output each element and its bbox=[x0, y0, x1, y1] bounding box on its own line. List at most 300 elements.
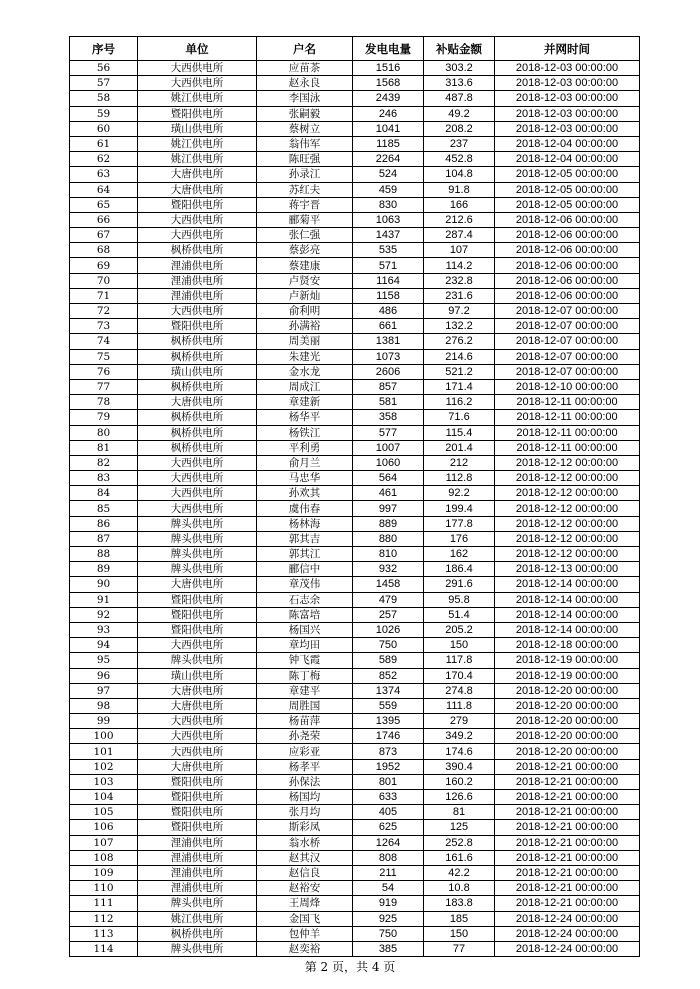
generation-cell: 750 bbox=[353, 638, 424, 653]
generation-cell: 889 bbox=[353, 516, 424, 531]
subsidy-cell: 71.6 bbox=[424, 410, 495, 425]
subsidy-cell: 274.8 bbox=[424, 683, 495, 698]
table-row bbox=[70, 486, 640, 501]
name-cell: 孙尧荣 bbox=[257, 729, 353, 744]
generation-cell: 385 bbox=[353, 941, 424, 956]
grid-time-cell: 2018-12-21 00:00:00 bbox=[495, 790, 640, 805]
unit-cell: 大西供电所 bbox=[138, 729, 257, 744]
subsidy-cell: 390.4 bbox=[424, 759, 495, 774]
subsidy-cell: 237 bbox=[424, 136, 495, 151]
generation-cell: 1568 bbox=[353, 76, 424, 91]
generation-cell: 589 bbox=[353, 653, 424, 668]
subsidy-cell: 115.4 bbox=[424, 425, 495, 440]
unit-cell: 枫桥供电所 bbox=[138, 410, 257, 425]
unit-cell: 牌头供电所 bbox=[138, 896, 257, 911]
grid-time-cell: 2018-12-21 00:00:00 bbox=[495, 865, 640, 880]
grid-time-cell: 2018-12-11 00:00:00 bbox=[495, 425, 640, 440]
table-row bbox=[70, 455, 640, 470]
generation-cell: 1041 bbox=[353, 121, 424, 136]
seq-cell: 75 bbox=[70, 349, 138, 364]
grid-time-cell: 2018-12-06 00:00:00 bbox=[495, 273, 640, 288]
unit-cell: 牌头供电所 bbox=[138, 941, 257, 956]
subsidy-cell: 199.4 bbox=[424, 501, 495, 516]
unit-cell: 姚江供电所 bbox=[138, 136, 257, 151]
seq-cell: 96 bbox=[70, 668, 138, 683]
table-row bbox=[70, 136, 640, 151]
generation-cell: 880 bbox=[353, 531, 424, 546]
table-row bbox=[70, 729, 640, 744]
unit-cell: 暨阳供电所 bbox=[138, 197, 257, 212]
header-generation: 发电电量 bbox=[353, 37, 424, 61]
generation-cell: 564 bbox=[353, 471, 424, 486]
grid-time-cell: 2018-12-21 00:00:00 bbox=[495, 881, 640, 896]
seq-cell: 90 bbox=[70, 577, 138, 592]
grid-time-cell: 2018-12-03 00:00:00 bbox=[495, 121, 640, 136]
grid-time-cell: 2018-12-07 00:00:00 bbox=[495, 319, 640, 334]
name-cell: 翁伟军 bbox=[257, 136, 353, 151]
table-row bbox=[70, 212, 640, 227]
seq-cell: 113 bbox=[70, 926, 138, 941]
generation-cell: 919 bbox=[353, 896, 424, 911]
header-row bbox=[70, 37, 640, 61]
subsidy-cell: 104.8 bbox=[424, 167, 495, 182]
table-row bbox=[70, 638, 640, 653]
generation-cell: 535 bbox=[353, 243, 424, 258]
table-row bbox=[70, 759, 640, 774]
generation-cell: 852 bbox=[353, 668, 424, 683]
grid-time-cell: 2018-12-05 00:00:00 bbox=[495, 197, 640, 212]
seq-cell: 81 bbox=[70, 440, 138, 455]
name-cell: 俞月兰 bbox=[257, 455, 353, 470]
generation-cell: 2439 bbox=[353, 91, 424, 106]
name-cell: 郭其江 bbox=[257, 547, 353, 562]
seq-cell: 108 bbox=[70, 850, 138, 865]
unit-cell: 大唐供电所 bbox=[138, 683, 257, 698]
table-row bbox=[70, 349, 640, 364]
name-cell: 包仲羊 bbox=[257, 926, 353, 941]
table-row bbox=[70, 288, 640, 303]
grid-time-cell: 2018-12-07 00:00:00 bbox=[495, 349, 640, 364]
seq-cell: 82 bbox=[70, 455, 138, 470]
generation-cell: 808 bbox=[353, 850, 424, 865]
subsidy-cell: 279 bbox=[424, 714, 495, 729]
table-row bbox=[70, 334, 640, 349]
unit-cell: 浬浦供电所 bbox=[138, 835, 257, 850]
unit-cell: 璜山供电所 bbox=[138, 668, 257, 683]
subsidy-cell: 208.2 bbox=[424, 121, 495, 136]
name-cell: 蔡彭亮 bbox=[257, 243, 353, 258]
seq-cell: 73 bbox=[70, 319, 138, 334]
grid-time-cell: 2018-12-19 00:00:00 bbox=[495, 668, 640, 683]
table-row bbox=[70, 379, 640, 394]
name-cell: 赵奕裕 bbox=[257, 941, 353, 956]
table-row bbox=[70, 790, 640, 805]
generation-cell: 246 bbox=[353, 106, 424, 121]
table-row bbox=[70, 228, 640, 243]
table-row bbox=[70, 592, 640, 607]
table-row bbox=[70, 501, 640, 516]
generation-cell: 577 bbox=[353, 425, 424, 440]
unit-cell: 大西供电所 bbox=[138, 212, 257, 227]
name-cell: 章建平 bbox=[257, 683, 353, 698]
seq-cell: 110 bbox=[70, 881, 138, 896]
unit-cell: 暨阳供电所 bbox=[138, 319, 257, 334]
generation-cell: 932 bbox=[353, 562, 424, 577]
grid-time-cell: 2018-12-06 00:00:00 bbox=[495, 228, 640, 243]
generation-cell: 1007 bbox=[353, 440, 424, 455]
generation-cell: 1026 bbox=[353, 622, 424, 637]
seq-cell: 97 bbox=[70, 683, 138, 698]
header-unit: 单位 bbox=[138, 37, 257, 61]
grid-time-cell: 2018-12-07 00:00:00 bbox=[495, 334, 640, 349]
generation-cell: 830 bbox=[353, 197, 424, 212]
seq-cell: 57 bbox=[70, 76, 138, 91]
name-cell: 王周烽 bbox=[257, 896, 353, 911]
header-subsidy: 补贴金额 bbox=[424, 37, 495, 61]
table-row bbox=[70, 364, 640, 379]
table-row bbox=[70, 152, 640, 167]
name-cell: 杨铁江 bbox=[257, 425, 353, 440]
table-row bbox=[70, 668, 640, 683]
table-row bbox=[70, 410, 640, 425]
subsidy-cell: 10.8 bbox=[424, 881, 495, 896]
unit-cell: 浬浦供电所 bbox=[138, 881, 257, 896]
unit-cell: 暨阳供电所 bbox=[138, 790, 257, 805]
name-cell: 李国泳 bbox=[257, 91, 353, 106]
unit-cell: 牌头供电所 bbox=[138, 547, 257, 562]
unit-cell: 牌头供电所 bbox=[138, 653, 257, 668]
unit-cell: 牌头供电所 bbox=[138, 531, 257, 546]
grid-time-cell: 2018-12-06 00:00:00 bbox=[495, 243, 640, 258]
name-cell: 张月均 bbox=[257, 805, 353, 820]
grid-time-cell: 2018-12-21 00:00:00 bbox=[495, 835, 640, 850]
subsidy-cell: 150 bbox=[424, 638, 495, 653]
generation-cell: 1746 bbox=[353, 729, 424, 744]
name-cell: 孙保法 bbox=[257, 774, 353, 789]
grid-time-cell: 2018-12-03 00:00:00 bbox=[495, 91, 640, 106]
seq-cell: 100 bbox=[70, 729, 138, 744]
generation-cell: 461 bbox=[353, 486, 424, 501]
seq-cell: 80 bbox=[70, 425, 138, 440]
generation-cell: 750 bbox=[353, 926, 424, 941]
name-cell: 孙满裕 bbox=[257, 319, 353, 334]
table-row bbox=[70, 577, 640, 592]
unit-cell: 大唐供电所 bbox=[138, 759, 257, 774]
grid-time-cell: 2018-12-18 00:00:00 bbox=[495, 638, 640, 653]
name-cell: 章建新 bbox=[257, 395, 353, 410]
subsidy-cell: 303.2 bbox=[424, 61, 495, 76]
generation-cell: 1073 bbox=[353, 349, 424, 364]
seq-cell: 94 bbox=[70, 638, 138, 653]
subsidy-cell: 452.8 bbox=[424, 152, 495, 167]
grid-time-cell: 2018-12-20 00:00:00 bbox=[495, 744, 640, 759]
grid-time-cell: 2018-12-04 00:00:00 bbox=[495, 152, 640, 167]
seq-cell: 56 bbox=[70, 61, 138, 76]
subsidy-cell: 171.4 bbox=[424, 379, 495, 394]
seq-cell: 95 bbox=[70, 653, 138, 668]
name-cell: 赵裕安 bbox=[257, 881, 353, 896]
grid-time-cell: 2018-12-21 00:00:00 bbox=[495, 805, 640, 820]
grid-time-cell: 2018-12-12 00:00:00 bbox=[495, 471, 640, 486]
generation-cell: 661 bbox=[353, 319, 424, 334]
generation-cell: 1458 bbox=[353, 577, 424, 592]
generation-cell: 2264 bbox=[353, 152, 424, 167]
grid-time-cell: 2018-12-14 00:00:00 bbox=[495, 577, 640, 592]
name-cell: 蔡树立 bbox=[257, 121, 353, 136]
unit-cell: 浬浦供电所 bbox=[138, 288, 257, 303]
grid-time-cell: 2018-12-12 00:00:00 bbox=[495, 501, 640, 516]
name-cell: 苏红夫 bbox=[257, 182, 353, 197]
name-cell: 赵永良 bbox=[257, 76, 353, 91]
subsidy-cell: 287.4 bbox=[424, 228, 495, 243]
unit-cell: 牌头供电所 bbox=[138, 562, 257, 577]
table-row bbox=[70, 714, 640, 729]
grid-time-cell: 2018-12-24 00:00:00 bbox=[495, 941, 640, 956]
name-cell: 周美丽 bbox=[257, 334, 353, 349]
grid-time-cell: 2018-12-21 00:00:00 bbox=[495, 850, 640, 865]
seq-cell: 106 bbox=[70, 820, 138, 835]
subsidy-cell: 521.2 bbox=[424, 364, 495, 379]
unit-cell: 姚江供电所 bbox=[138, 152, 257, 167]
grid-time-cell: 2018-12-20 00:00:00 bbox=[495, 683, 640, 698]
generation-cell: 524 bbox=[353, 167, 424, 182]
subsidy-cell: 107 bbox=[424, 243, 495, 258]
subsidy-cell: 114.2 bbox=[424, 258, 495, 273]
unit-cell: 大西供电所 bbox=[138, 471, 257, 486]
header-account-name: 户名 bbox=[257, 37, 353, 61]
name-cell: 章茂伟 bbox=[257, 577, 353, 592]
subsidy-cell: 183.8 bbox=[424, 896, 495, 911]
seq-cell: 104 bbox=[70, 790, 138, 805]
name-cell: 郦菊平 bbox=[257, 212, 353, 227]
seq-cell: 66 bbox=[70, 212, 138, 227]
seq-cell: 64 bbox=[70, 182, 138, 197]
subsidy-cell: 117.8 bbox=[424, 653, 495, 668]
unit-cell: 大西供电所 bbox=[138, 486, 257, 501]
unit-cell: 浬浦供电所 bbox=[138, 273, 257, 288]
subsidy-cell: 92.2 bbox=[424, 486, 495, 501]
grid-time-cell: 2018-12-03 00:00:00 bbox=[495, 76, 640, 91]
seq-cell: 114 bbox=[70, 941, 138, 956]
table-row bbox=[70, 106, 640, 121]
subsidy-cell: 231.6 bbox=[424, 288, 495, 303]
grid-time-cell: 2018-12-19 00:00:00 bbox=[495, 653, 640, 668]
generation-cell: 857 bbox=[353, 379, 424, 394]
unit-cell: 大唐供电所 bbox=[138, 167, 257, 182]
table-row bbox=[70, 881, 640, 896]
name-cell: 金国飞 bbox=[257, 911, 353, 926]
name-cell: 周胜国 bbox=[257, 698, 353, 713]
seq-cell: 103 bbox=[70, 774, 138, 789]
name-cell: 金水龙 bbox=[257, 364, 353, 379]
name-cell: 杨国均 bbox=[257, 790, 353, 805]
unit-cell: 大西供电所 bbox=[138, 304, 257, 319]
name-cell: 卢新灿 bbox=[257, 288, 353, 303]
subsidy-cell: 95.8 bbox=[424, 592, 495, 607]
table-row bbox=[70, 805, 640, 820]
table-row bbox=[70, 76, 640, 91]
unit-cell: 大西供电所 bbox=[138, 228, 257, 243]
unit-cell: 枫桥供电所 bbox=[138, 243, 257, 258]
seq-cell: 107 bbox=[70, 835, 138, 850]
seq-cell: 93 bbox=[70, 622, 138, 637]
table-row bbox=[70, 774, 640, 789]
name-cell: 张嗣毅 bbox=[257, 106, 353, 121]
unit-cell: 大西供电所 bbox=[138, 501, 257, 516]
table-row bbox=[70, 653, 640, 668]
grid-time-cell: 2018-12-21 00:00:00 bbox=[495, 896, 640, 911]
name-cell: 杨苗萍 bbox=[257, 714, 353, 729]
generation-cell: 925 bbox=[353, 911, 424, 926]
table-row bbox=[70, 896, 640, 911]
seq-cell: 101 bbox=[70, 744, 138, 759]
table-row bbox=[70, 319, 640, 334]
seq-cell: 112 bbox=[70, 911, 138, 926]
seq-cell: 92 bbox=[70, 607, 138, 622]
name-cell: 卢贤安 bbox=[257, 273, 353, 288]
grid-time-cell: 2018-12-12 00:00:00 bbox=[495, 486, 640, 501]
name-cell: 应彩亚 bbox=[257, 744, 353, 759]
table-row bbox=[70, 926, 640, 941]
subsidy-cell: 51.4 bbox=[424, 607, 495, 622]
generation-cell: 1060 bbox=[353, 455, 424, 470]
header-grid-time: 并网时间 bbox=[495, 37, 640, 61]
generation-cell: 801 bbox=[353, 774, 424, 789]
grid-time-cell: 2018-12-20 00:00:00 bbox=[495, 729, 640, 744]
grid-time-cell: 2018-12-06 00:00:00 bbox=[495, 288, 640, 303]
generation-cell: 997 bbox=[353, 501, 424, 516]
seq-cell: 105 bbox=[70, 805, 138, 820]
generation-cell: 1185 bbox=[353, 136, 424, 151]
seq-cell: 71 bbox=[70, 288, 138, 303]
generation-cell: 479 bbox=[353, 592, 424, 607]
name-cell: 郦信中 bbox=[257, 562, 353, 577]
table-row bbox=[70, 304, 640, 319]
name-cell: 章均田 bbox=[257, 638, 353, 653]
seq-cell: 102 bbox=[70, 759, 138, 774]
table-row bbox=[70, 258, 640, 273]
seq-cell: 72 bbox=[70, 304, 138, 319]
subsidy-cell: 291.6 bbox=[424, 577, 495, 592]
grid-time-cell: 2018-12-14 00:00:00 bbox=[495, 622, 640, 637]
name-cell: 蒋宇晋 bbox=[257, 197, 353, 212]
seq-cell: 62 bbox=[70, 152, 138, 167]
grid-time-cell: 2018-12-06 00:00:00 bbox=[495, 258, 640, 273]
grid-time-cell: 2018-12-11 00:00:00 bbox=[495, 440, 640, 455]
name-cell: 孙录江 bbox=[257, 167, 353, 182]
seq-cell: 70 bbox=[70, 273, 138, 288]
seq-cell: 69 bbox=[70, 258, 138, 273]
unit-cell: 暨阳供电所 bbox=[138, 820, 257, 835]
table-row bbox=[70, 547, 640, 562]
generation-cell: 1158 bbox=[353, 288, 424, 303]
name-cell: 杨林海 bbox=[257, 516, 353, 531]
unit-cell: 枫桥供电所 bbox=[138, 349, 257, 364]
generation-cell: 581 bbox=[353, 395, 424, 410]
header-seq: 序号 bbox=[70, 37, 138, 61]
unit-cell: 大唐供电所 bbox=[138, 698, 257, 713]
table-row bbox=[70, 607, 640, 622]
name-cell: 蔡建康 bbox=[257, 258, 353, 273]
unit-cell: 璜山供电所 bbox=[138, 121, 257, 136]
subsidy-cell: 132.2 bbox=[424, 319, 495, 334]
name-cell: 平利勇 bbox=[257, 440, 353, 455]
table-row bbox=[70, 243, 640, 258]
generation-cell: 358 bbox=[353, 410, 424, 425]
name-cell: 张仁强 bbox=[257, 228, 353, 243]
subsidy-cell: 276.2 bbox=[424, 334, 495, 349]
seq-cell: 109 bbox=[70, 865, 138, 880]
table-row bbox=[70, 516, 640, 531]
generation-cell: 1952 bbox=[353, 759, 424, 774]
grid-time-cell: 2018-12-06 00:00:00 bbox=[495, 212, 640, 227]
grid-time-cell: 2018-12-21 00:00:00 bbox=[495, 774, 640, 789]
subsidy-cell: 77 bbox=[424, 941, 495, 956]
generation-cell: 571 bbox=[353, 258, 424, 273]
generation-cell: 257 bbox=[353, 607, 424, 622]
table-row bbox=[70, 850, 640, 865]
seq-cell: 83 bbox=[70, 471, 138, 486]
grid-time-cell: 2018-12-20 00:00:00 bbox=[495, 714, 640, 729]
unit-cell: 牌头供电所 bbox=[138, 516, 257, 531]
subsidy-cell: 97.2 bbox=[424, 304, 495, 319]
grid-time-cell: 2018-12-21 00:00:00 bbox=[495, 759, 640, 774]
subsidy-cell: 212 bbox=[424, 455, 495, 470]
table-row bbox=[70, 440, 640, 455]
subsidy-cell: 205.2 bbox=[424, 622, 495, 637]
table-row bbox=[70, 273, 640, 288]
seq-cell: 78 bbox=[70, 395, 138, 410]
unit-cell: 暨阳供电所 bbox=[138, 622, 257, 637]
table-row bbox=[70, 61, 640, 76]
name-cell: 杨国兴 bbox=[257, 622, 353, 637]
grid-time-cell: 2018-12-11 00:00:00 bbox=[495, 395, 640, 410]
name-cell: 杨孝平 bbox=[257, 759, 353, 774]
unit-cell: 姚江供电所 bbox=[138, 911, 257, 926]
grid-time-cell: 2018-12-05 00:00:00 bbox=[495, 167, 640, 182]
subsidy-cell: 252.8 bbox=[424, 835, 495, 850]
subsidy-cell: 176 bbox=[424, 531, 495, 546]
name-cell: 石志余 bbox=[257, 592, 353, 607]
subsidy-cell: 162 bbox=[424, 547, 495, 562]
grid-time-cell: 2018-12-13 00:00:00 bbox=[495, 562, 640, 577]
name-cell: 俞利明 bbox=[257, 304, 353, 319]
unit-cell: 大西供电所 bbox=[138, 76, 257, 91]
subsidy-cell: 49.2 bbox=[424, 106, 495, 121]
grid-time-cell: 2018-12-12 00:00:00 bbox=[495, 455, 640, 470]
seq-cell: 76 bbox=[70, 364, 138, 379]
subsidy-cell: 116.2 bbox=[424, 395, 495, 410]
generation-cell: 1374 bbox=[353, 683, 424, 698]
unit-cell: 大唐供电所 bbox=[138, 577, 257, 592]
grid-time-cell: 2018-12-07 00:00:00 bbox=[495, 364, 640, 379]
grid-time-cell: 2018-12-12 00:00:00 bbox=[495, 516, 640, 531]
unit-cell: 大西供电所 bbox=[138, 455, 257, 470]
name-cell: 应苗茶 bbox=[257, 61, 353, 76]
generation-cell: 559 bbox=[353, 698, 424, 713]
generation-cell: 486 bbox=[353, 304, 424, 319]
subsidy-cell: 201.4 bbox=[424, 440, 495, 455]
seq-cell: 85 bbox=[70, 501, 138, 516]
seq-cell: 87 bbox=[70, 531, 138, 546]
subsidy-cell: 160.2 bbox=[424, 774, 495, 789]
seq-cell: 88 bbox=[70, 547, 138, 562]
name-cell: 斯彩凤 bbox=[257, 820, 353, 835]
unit-cell: 暨阳供电所 bbox=[138, 774, 257, 789]
unit-cell: 浬浦供电所 bbox=[138, 850, 257, 865]
seq-cell: 65 bbox=[70, 197, 138, 212]
generation-cell: 625 bbox=[353, 820, 424, 835]
